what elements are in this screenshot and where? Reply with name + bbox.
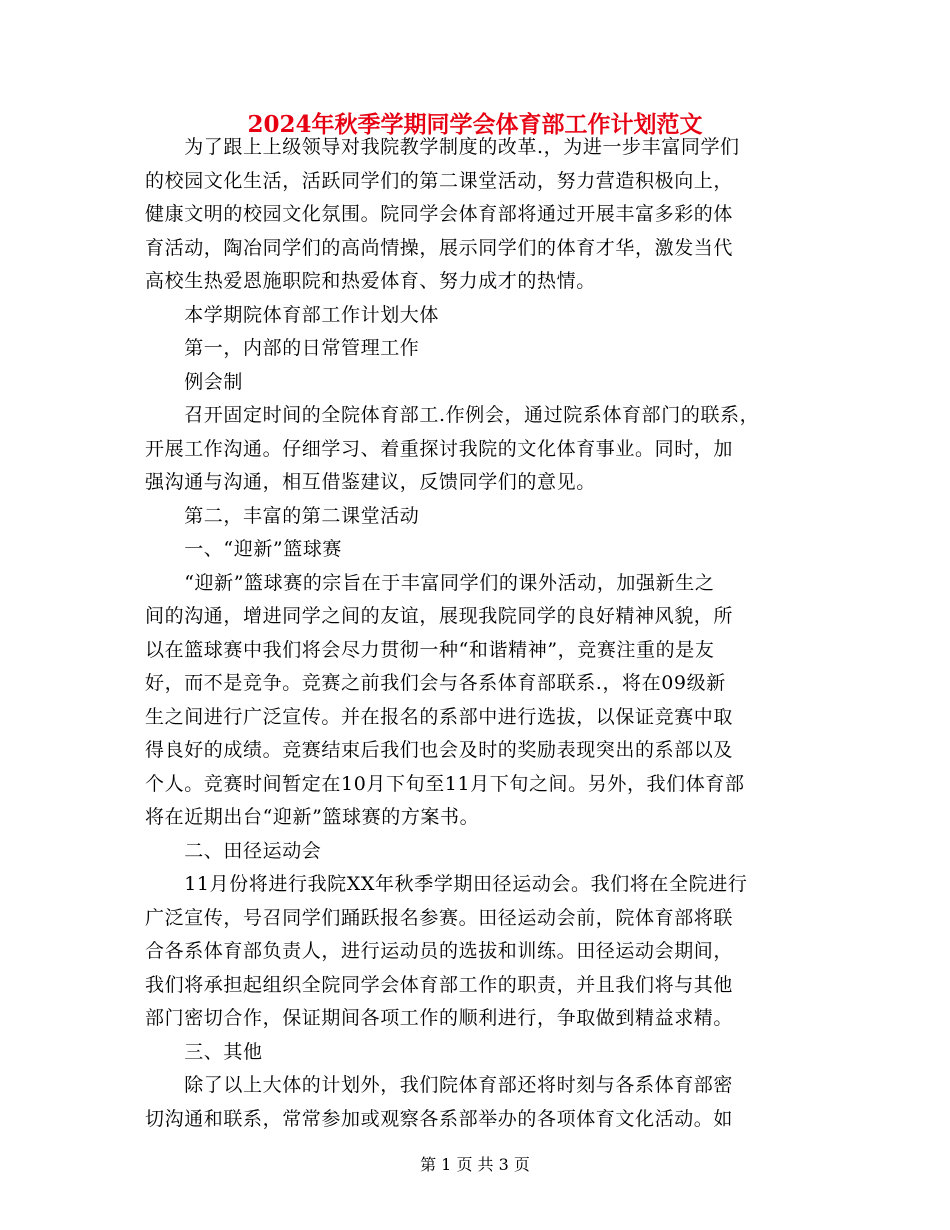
document-body bbox=[145, 131, 815, 1136]
text-line: 本学期院体育部工作计划大体 bbox=[145, 303, 440, 326]
text-line: 11月份将进行我院XX年秋季学期田径运动会。我们将在全院进行 bbox=[145, 873, 748, 895]
text-line: 二、田径运动会 bbox=[145, 839, 322, 862]
text-line: 一、“迎新”篮球赛 bbox=[145, 538, 343, 560]
page-footer: 第 1 页 共 3 页 bbox=[420, 1155, 530, 1174]
text-line: 部门密切合作，保证期间各项工作的顺利进行，争取做到精益求精。 bbox=[145, 1007, 734, 1029]
text-line: 生之间进行广泛宣传。并在报名的系部中进行选拔，以保证竞赛中取 bbox=[145, 705, 734, 728]
text-line: 健康文明的校园文化氛围。院同学会体育部将通过开展丰富多彩的体 bbox=[145, 203, 734, 225]
text-line: 召开固定时间的全院体育部工.作例会，通过院系体育部门的联系， bbox=[145, 404, 760, 426]
text-line: 三、其他 bbox=[145, 1040, 263, 1063]
text-line: 第二，丰富的第二课堂活动 bbox=[145, 504, 420, 527]
text-line: 将在近期出台“迎新”篮球赛的方案书。 bbox=[145, 806, 480, 828]
text-line: 开展工作沟通。仔细学习、着重探讨我院的文化体育事业。同时，加 bbox=[145, 437, 734, 460]
text-line: 强沟通与沟通，相互借鉴建议，反馈同学们的意见。 bbox=[145, 471, 596, 493]
text-line: 的校园文化生活，活跃同学们的第二课堂活动，努力营造积极向上， bbox=[145, 169, 734, 192]
text-line: 除了以上大体的计划外，我们院体育部还将时刻与各系体育部密 bbox=[145, 1074, 734, 1096]
text-line: 第一，内部的日常管理工作 bbox=[145, 337, 420, 359]
text-line: 得良好的成绩。竞赛结束后我们也会及时的奖励表现突出的系部以及 bbox=[145, 739, 734, 761]
text-line: 个人。竞赛时间暂定在10月下旬至11月下旬之间。另外，我们体育部 bbox=[145, 772, 745, 795]
text-line: 例会制 bbox=[145, 370, 244, 393]
text-line: 我们将承担起组织全院同学会体育部工作的职责，并且我们将与其他 bbox=[145, 973, 734, 996]
text-line: 切沟通和联系，常常参加或观察各系部举办的各项体育文化活动。如 bbox=[145, 1107, 734, 1130]
text-line: 为了跟上上级领导对我院教学制度的改革.，为进一步丰富同学们 bbox=[145, 136, 740, 158]
text-line: 广泛宣传，号召同学们踊跃报名参赛。田径运动会前，院体育部将联 bbox=[145, 906, 734, 929]
text-line: 好，而不是竞争。竞赛之前我们会与各系体育部联系.，将在09级新 bbox=[145, 672, 726, 694]
text-line: “迎新”篮球赛的宗旨在于丰富同学们的课外活动，加强新生之 bbox=[145, 571, 715, 594]
text-line: 间的沟通，增进同学之间的友谊，展现我院同学的良好精神风貌，所 bbox=[145, 605, 734, 627]
text-line: 高校生热爱恩施职院和热爱体育、努力成才的热情。 bbox=[145, 270, 596, 292]
text-line: 育活动，陶冶同学们的高尚情操，展示同学们的体育才华，激发当代 bbox=[145, 236, 734, 259]
text-line: 以在篮球赛中我们将会尽力贯彻一种“和谐精神”，竞赛注重的是友 bbox=[145, 638, 715, 661]
document-title: 2024年秋季学期同学会体育部工作计划范文 bbox=[247, 111, 703, 138]
text-line: 合各系体育部负责人，进行运动员的选拔和训练。田径运动会期间， bbox=[145, 940, 734, 962]
